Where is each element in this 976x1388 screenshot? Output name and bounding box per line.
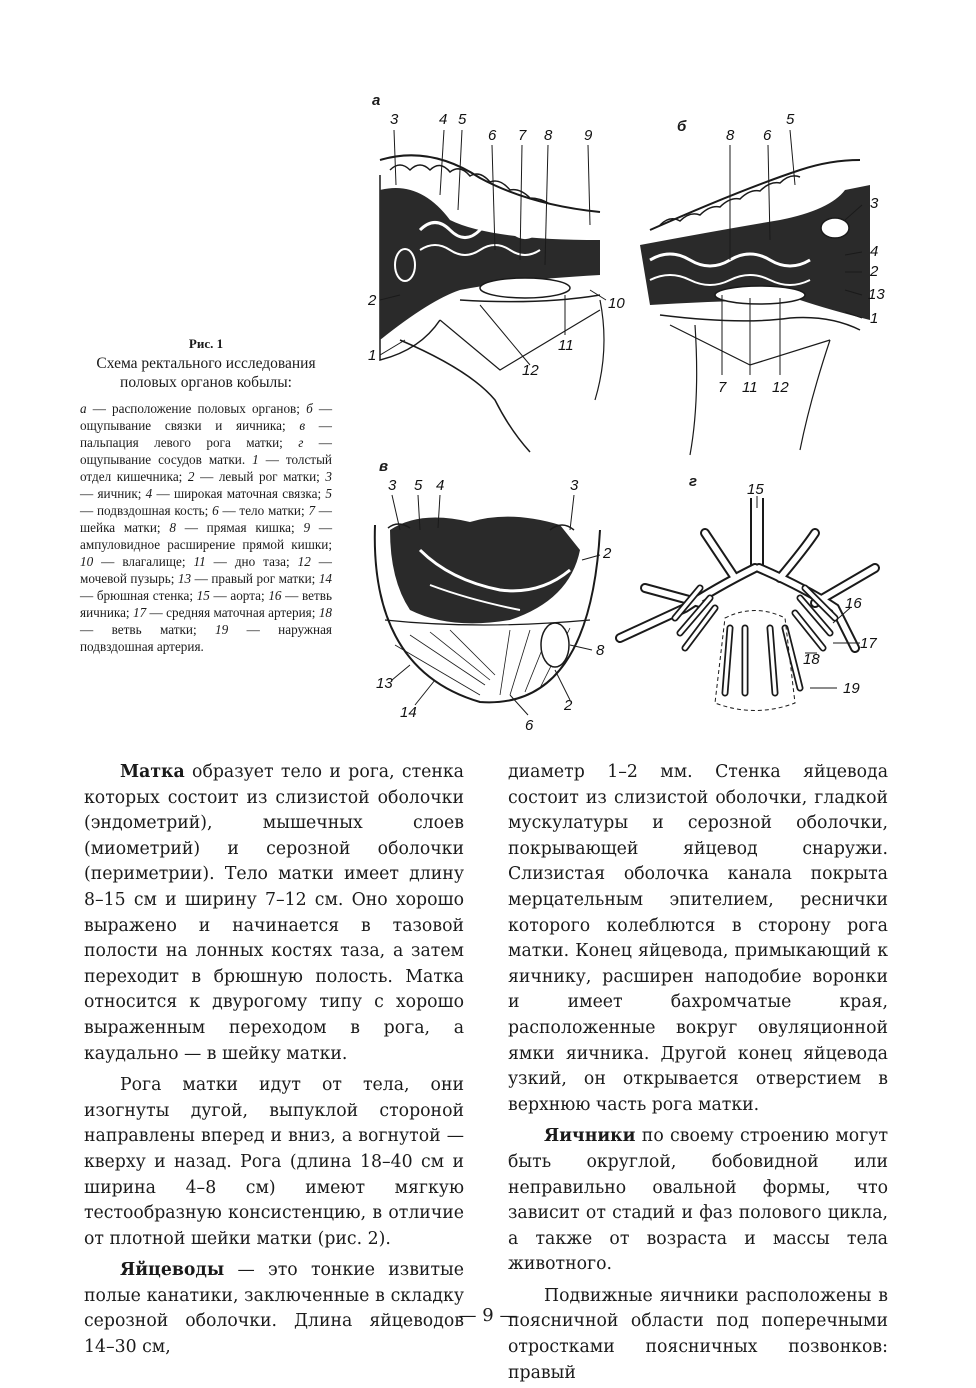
panel-v-label: 6: [525, 717, 534, 734]
legend-text: — ощупывание сосудов матки.: [80, 435, 332, 467]
legend-text: — ампуловидное расширение прямой кишки;: [80, 520, 333, 552]
term-bold: Яйцеводы: [120, 1260, 225, 1281]
legend-key: 14: [318, 571, 332, 586]
legend-key: 16: [268, 588, 282, 603]
panel-a-label: 2: [368, 292, 377, 309]
legend-text: — тело матки;: [218, 503, 309, 518]
panel-a-label: 8: [544, 127, 553, 144]
panel-v-label: 2: [603, 545, 612, 562]
legend-text: — брюшная стенка;: [80, 588, 197, 603]
paragraph: [508, 1124, 888, 1278]
panel-g-label: 18: [803, 651, 820, 668]
legend-key: б: [306, 401, 313, 416]
panel-a-label: 10: [608, 295, 625, 312]
panel-b-label: 5: [786, 111, 795, 128]
legend-text: — подвздошная кость;: [80, 503, 213, 518]
legend-key: в: [299, 418, 306, 433]
legend-key: 3: [325, 469, 332, 484]
legend-text: — широкая маточная связка;: [152, 486, 326, 501]
panel-b-label: 11: [742, 379, 758, 396]
panel-v-illustration: [360, 470, 630, 735]
paragraph: [508, 760, 888, 1118]
paragraph-text: Рога матки идут от тела, они изогнуты дугой, выпуклой стороной направлены вперед и вниз, а вогнутой — кверху и назад. Рога (длина 18–40 см и ширина 4–8 см) имеют мягкую тестообразную консистенцию, в отличие от плотной шейки матки (рис. 2).: [84, 1075, 464, 1249]
legend-key: 5: [325, 486, 332, 501]
panel-b-label: 12: [772, 379, 789, 396]
legend-text: — пальпация левого рога матки;: [80, 418, 332, 450]
panel-a-label: 1: [368, 347, 377, 364]
legend-key: 11: [193, 554, 206, 569]
term-bold: Яичники: [544, 1126, 636, 1147]
panel-a-label: 5: [458, 111, 467, 128]
legend-key: 8: [169, 520, 176, 535]
legend-key: 7: [308, 503, 316, 518]
legend-key: 6: [212, 503, 219, 518]
legend-text: — аорта;: [209, 588, 269, 603]
legend-text: — правый рог матки;: [191, 571, 319, 586]
legend-key: 4: [145, 486, 153, 501]
panel-g-label: 15: [747, 481, 764, 498]
panel-b-label: 7: [718, 379, 727, 396]
legend-text: — дно таза;: [205, 554, 298, 569]
legend-text: — яичник;: [80, 486, 146, 501]
panel-b-label: 8: [726, 127, 735, 144]
panel-v-label: 8: [596, 642, 605, 659]
legend-key: 17: [132, 605, 147, 620]
panel-v-label: 4: [436, 477, 445, 494]
legend-key: 12: [297, 554, 311, 569]
legend-key: 15: [196, 588, 210, 603]
panel-a-label: 7: [518, 127, 527, 144]
legend-text: — расположение половых органов;: [86, 401, 307, 416]
panel-v-letter: в: [379, 458, 389, 475]
legend-text: — наружная подвздошная артерия.: [80, 622, 332, 654]
legend-key: 9: [303, 520, 311, 535]
legend-text: — средняя маточная артерия;: [146, 605, 319, 620]
panel-a-label: 12: [522, 362, 539, 379]
paragraph-text: по своему строению могут быть округлой, бобовидной или неправильно овальной формы, что зависит от стадий и фаз полового цикла, а также от возраста и массы тела животного.: [508, 1126, 888, 1275]
text-column-left: [84, 760, 464, 1361]
term-bold: Матка: [120, 762, 185, 782]
legend-text: — шейка матки;: [80, 503, 332, 535]
figure-caption: [80, 336, 332, 655]
page-number: — 9 —: [458, 1305, 518, 1326]
paragraph-text: Подвижные яичники расположены в поясничной области под поперечными отростками поясничных позвонков: правый: [508, 1285, 888, 1383]
legend-text: — мочевой пузырь;: [80, 554, 332, 586]
paragraph: [84, 1073, 464, 1252]
panel-a-label: 3: [390, 111, 399, 128]
panel-a-illustration: [360, 100, 630, 460]
panel-v-label: 14: [400, 704, 417, 721]
panel-g-label: 17: [860, 635, 877, 652]
legend-key: 18: [318, 605, 332, 620]
legend-text: — ветвь матки;: [80, 622, 216, 637]
paragraph: [508, 1284, 888, 1386]
legend-key: а: [80, 401, 87, 416]
legend-text: — влагалище;: [93, 554, 194, 569]
panel-a-label: 9: [584, 127, 593, 144]
panel-g-label: 16: [845, 595, 862, 612]
panel-v-label: 5: [414, 477, 423, 494]
legend-text: — ощупывание связки и яичника;: [80, 401, 333, 433]
legend-key: 13: [177, 571, 192, 586]
panel-b-label: 2: [870, 263, 879, 280]
legend-key: 19: [215, 622, 229, 637]
panel-g-label: 19: [843, 680, 860, 697]
legend-key: г: [298, 435, 304, 450]
panel-b-label: 1: [870, 310, 879, 327]
panel-v-label: 3: [388, 477, 397, 494]
panel-b-illustration: [630, 100, 900, 460]
paragraph: [84, 760, 464, 1067]
legend-text: — ветвь яичника;: [80, 588, 332, 620]
text-column-right: [508, 760, 888, 1386]
legend-key: 2: [187, 469, 195, 484]
figure-number: Рис. 1: [188, 336, 224, 351]
figure-legend: [80, 400, 332, 655]
panel-b-label: 3: [870, 195, 879, 212]
legend-text: — толстый отдел кишечника;: [80, 452, 332, 484]
panel-b-label: 6: [763, 127, 772, 144]
panel-v-label: 13: [376, 675, 393, 692]
panel-v-label: 3: [570, 477, 579, 494]
panel-a-letter: а: [372, 92, 381, 109]
figure-title: Схема ректального исследования половых органов кобылы:: [96, 355, 316, 391]
legend-key: 1: [252, 452, 259, 467]
paragraph-text: — это тонкие извитые полые канатики, заключенные в складку серозной оболочки. Длина яйцеводов 14–30 см,: [84, 1260, 464, 1358]
panel-b-letter: б: [677, 118, 687, 135]
legend-text: — прямая кишка;: [175, 520, 304, 535]
panel-g-illustration: [605, 478, 895, 728]
paragraph-text: образует тело и рога, стенка которых состоит из слизистой оболочки (эндометрий), мышечных слоев (миометрий) и серозной оболочки (периметрии). Тело матки имеет длину 8–15 см и ширину 7–12 см. Оно хорошо выражено и начинается в тазовой полости на лонных костях таза, а затем переходит в брюшную полость. Матка относится к двурогому типу с хорошо выраженным переходом в рога, а каудально — в шейку матки.: [84, 762, 464, 1064]
legend-key: 10: [80, 554, 94, 569]
panel-a-label: 11: [558, 337, 574, 354]
panel-a-label: 4: [439, 111, 448, 128]
legend-text: — левый рог матки;: [194, 469, 326, 484]
panel-b-label: 4: [870, 243, 879, 260]
panel-v-label: 2: [564, 697, 573, 714]
paragraph-text: диаметр 1–2 мм. Стенка яйцевода состоит из слизистой оболочки, гладкой мускулатуры и серозной оболочки, покрывающей яйцевод снаружи. Слизистая оболочка канала покрыта мерцательным эпителием, реснички которого колеблются в сторону рога матки. Конец яйцевода, примыкающий к яичнику, расширен наподобие воронки и имеет бахромчатые края, расположенные вокруг овуляционной ямки яичника. Другой конец яйцевода узкий, он открывается отверстием в верхнюю часть рога матки.: [508, 762, 888, 1115]
panel-b-label: 13: [868, 286, 885, 303]
panel-g-letter: г: [689, 473, 698, 490]
panel-a-label: 6: [488, 127, 497, 144]
